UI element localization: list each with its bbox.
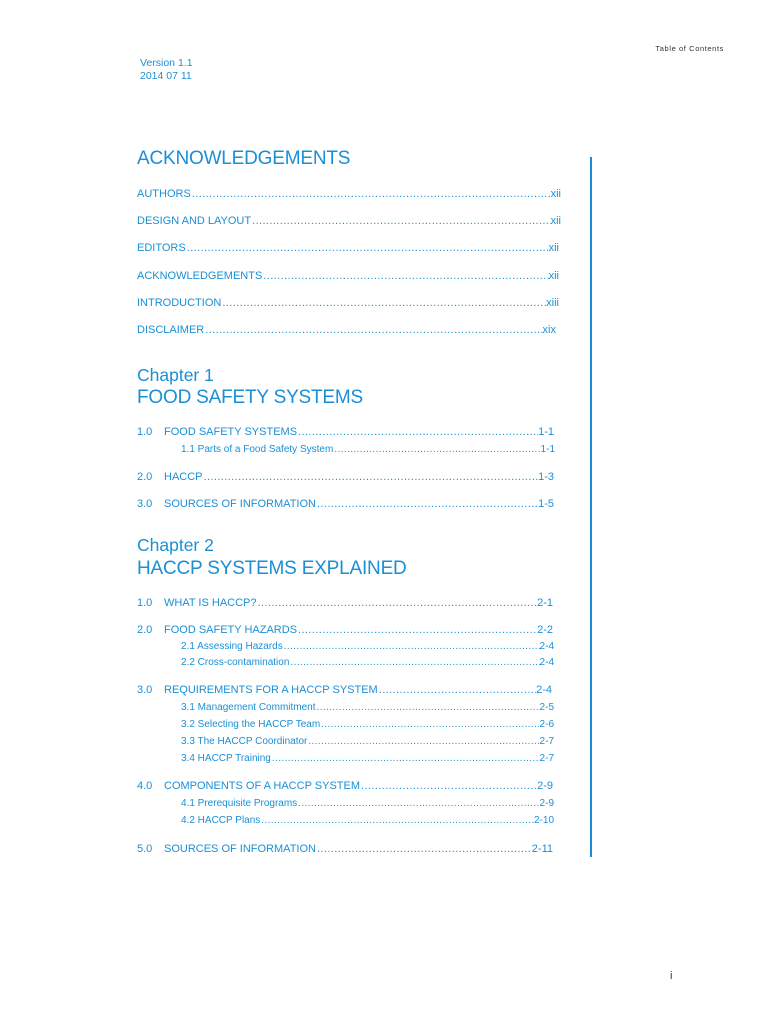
toc-entry-editors[interactable] — [137, 242, 559, 254]
toc-entry-3-3[interactable] — [181, 736, 554, 747]
vertical-rule — [590, 157, 592, 857]
toc-entry-1-1[interactable] — [181, 444, 555, 455]
toc-entry-number: 3.0 — [137, 498, 153, 510]
toc-entry-label: COMPONENTS OF A HACCP SYSTEM — [164, 780, 360, 792]
toc-entry-label: DESIGN AND LAYOUT — [137, 215, 252, 227]
toc-entry-label: 4.1 Prerequisite Programs — [181, 798, 298, 809]
leader-dots — [360, 780, 537, 792]
toc-entry-page: xix — [542, 324, 556, 336]
toc-entry-2-0[interactable] — [137, 624, 553, 636]
leader-dots — [260, 815, 534, 826]
toc-entry-page: xii — [550, 215, 561, 227]
toc-entry-label: SOURCES OF INFORMATION — [164, 498, 316, 510]
toc-entry-label: 4.2 HACCP Plans — [181, 815, 261, 826]
toc-entry-number: 1.0 — [137, 426, 153, 438]
front-matter-title: ACKNOWLEDGEMENTS — [137, 148, 351, 169]
chapter-1-label: Chapter 1 — [137, 365, 214, 385]
leader-dots — [257, 597, 538, 609]
toc-entry-label: SOURCES OF INFORMATION — [164, 843, 316, 855]
toc-entry-page: 2-1 — [537, 597, 553, 609]
toc-entry-label: ACKNOWLEDGEMENTS — [137, 270, 263, 282]
toc-entry-page: 2-4 — [536, 684, 552, 696]
toc-entry-label: 2.2 Cross-contamination — [181, 657, 290, 668]
toc-entry-label: 3.4 HACCP Training — [181, 753, 271, 764]
toc-entry-3-1[interactable] — [181, 702, 554, 713]
toc-entry-page: 2-10 — [533, 815, 554, 826]
toc-entry-page: 2-6 — [539, 719, 554, 730]
toc-entry-2-2[interactable] — [181, 657, 554, 668]
toc-entry-page: 2-9 — [539, 798, 554, 809]
leader-dots — [378, 684, 536, 696]
toc-entry-3-2[interactable] — [181, 719, 554, 730]
toc-entry-label: FOOD SAFETY HAZARDS — [164, 624, 298, 636]
toc-entry-page: 2-7 — [539, 753, 554, 764]
toc-entry-label: EDITORS — [137, 242, 186, 254]
toc-entry-2-0[interactable] — [137, 471, 554, 483]
leader-dots — [333, 444, 540, 455]
toc-entry-label: FOOD SAFETY SYSTEMS — [164, 426, 298, 438]
toc-entry-number: 2.0 — [137, 624, 153, 636]
toc-entry-page: 2-9 — [537, 780, 553, 792]
leader-dots — [289, 657, 539, 668]
leader-dots — [221, 297, 546, 309]
leader-dots — [186, 242, 549, 254]
chapter-2-title: HACCP SYSTEMS EXPLAINED — [137, 558, 407, 579]
leader-dots — [271, 753, 540, 764]
toc-entry-number: 2.0 — [137, 471, 153, 483]
toc-entry-label: 2.1 Assessing Hazards — [181, 641, 283, 652]
toc-entry-5-0[interactable] — [137, 843, 553, 855]
toc-entry-page: xii — [548, 270, 559, 282]
toc-entry-3-0[interactable] — [137, 684, 552, 696]
toc-entry-design-and-layout[interactable] — [137, 215, 561, 227]
toc-entry-number: 4.0 — [137, 780, 153, 792]
page-number: i — [670, 970, 673, 982]
toc-entry-label: 1.1 Parts of a Food Safety System — [181, 444, 334, 455]
toc-entry-number: 5.0 — [137, 843, 153, 855]
toc-entry-page: 2-5 — [539, 702, 554, 713]
toc-entry-page: xiii — [546, 297, 559, 309]
toc-entry-number: 1.0 — [137, 597, 153, 609]
toc-entry-page: 1-1 — [540, 444, 555, 455]
leader-dots — [320, 719, 539, 730]
toc-entry-page: 1-1 — [538, 426, 554, 438]
toc-entry-label: WHAT IS HACCP? — [164, 597, 257, 609]
leader-dots — [251, 215, 551, 227]
toc-entry-label: REQUIREMENTS FOR A HACCP SYSTEM — [164, 684, 378, 696]
toc-entry-4-1[interactable] — [181, 798, 554, 809]
toc-entry-3-4[interactable] — [181, 753, 554, 764]
version-text: Version 1.1 — [140, 57, 193, 69]
version-block — [140, 57, 193, 83]
toc-entry-label: INTRODUCTION — [137, 297, 222, 309]
toc-entry-label: 3.2 Selecting the HACCP Team — [181, 719, 321, 730]
leader-dots — [283, 641, 540, 652]
leader-dots — [191, 188, 551, 200]
toc-entry-page: xii — [548, 242, 559, 254]
toc-entry-page: xii — [550, 188, 561, 200]
leader-dots — [262, 270, 548, 282]
toc-entry-label: DISCLAIMER — [137, 324, 205, 336]
leader-dots — [307, 736, 539, 747]
toc-entry-page: 1-5 — [538, 498, 554, 510]
toc-entry-page: 2-4 — [539, 641, 554, 652]
toc-entry-4-2[interactable] — [181, 815, 554, 826]
toc-entry-number: 3.0 — [137, 684, 153, 696]
leader-dots — [297, 426, 538, 438]
toc-entry-label: HACCP — [164, 471, 203, 483]
toc-entry-page: 2-4 — [539, 657, 554, 668]
running-header: Table of Contents — [655, 44, 724, 53]
toc-entry-page: 2-7 — [539, 736, 554, 747]
toc-entry-4-0[interactable] — [137, 780, 553, 792]
toc-entry-disclaimer[interactable] — [137, 324, 556, 336]
toc-entry-label: 3.1 Management Commitment — [181, 702, 316, 713]
toc-entry-label: 3.3 The HACCP Coordinator — [181, 736, 308, 747]
toc-entry-1-0[interactable] — [137, 426, 554, 438]
leader-dots — [316, 843, 532, 855]
toc-entry-label: AUTHORS — [137, 188, 191, 200]
leader-dots — [297, 798, 539, 809]
chapter-2-label: Chapter 2 — [137, 535, 214, 555]
toc-entry-acknowledgements[interactable] — [137, 270, 559, 282]
leader-dots — [204, 324, 542, 336]
toc-entry-introduction[interactable] — [137, 297, 559, 309]
leader-dots — [203, 471, 539, 483]
leader-dots — [297, 624, 537, 636]
toc-entry-3-0[interactable] — [137, 498, 554, 510]
toc-entry-page: 2-11 — [531, 843, 553, 855]
leader-dots — [316, 702, 540, 713]
toc-entry-page: 1-3 — [538, 471, 554, 483]
leader-dots — [316, 498, 538, 510]
chapter-1-title: FOOD SAFETY SYSTEMS — [137, 387, 363, 408]
toc-entry-2-1[interactable] — [181, 641, 554, 652]
toc-entry-page: 2-2 — [537, 624, 553, 636]
version-date: 2014 07 11 — [140, 70, 192, 82]
toc-entry-authors[interactable] — [137, 188, 561, 200]
toc-entry-1-0[interactable] — [137, 597, 553, 609]
